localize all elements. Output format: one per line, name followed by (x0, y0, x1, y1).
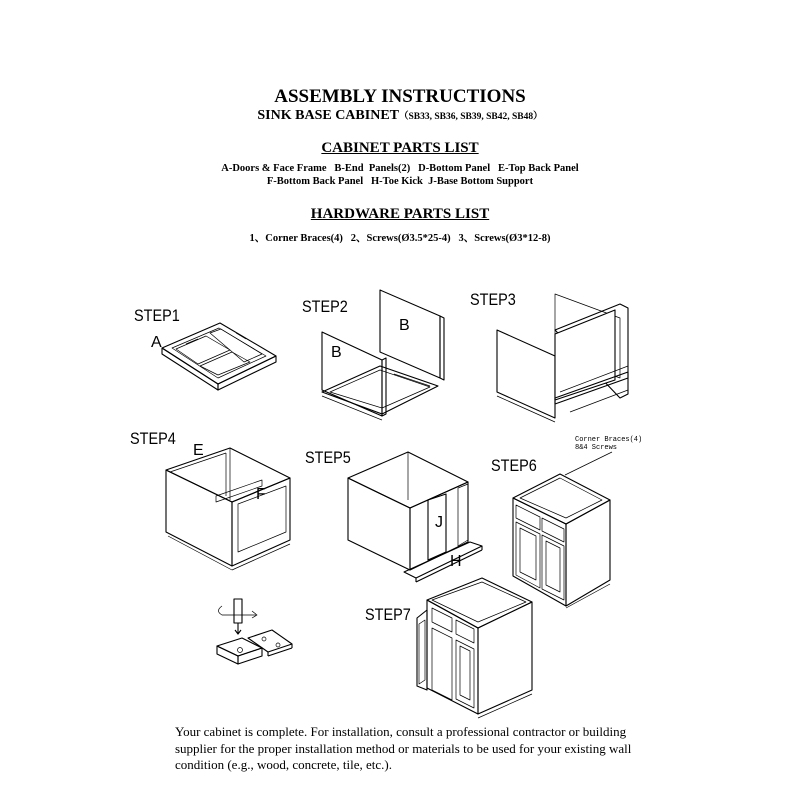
part-label-b-left: B (331, 344, 342, 361)
step1-label: STEP1 (134, 306, 180, 325)
step6-note-screws: 8&4 Screws (575, 444, 618, 452)
part-label-b-right: B (399, 317, 410, 334)
hardware-parts-heading: HARDWARE PARTS LIST (310, 206, 490, 222)
completion-note: Your cabinet is complete. For installation, consult a professional contractor or building supplier for the proper installation method or materials to be used for your existing wall condition (e.g., wood, concrete, tile, etc.). (175, 724, 632, 772)
step7-label: STEP7 (365, 605, 411, 624)
part-label-j: J (435, 514, 443, 531)
cabinet-parts-heading: CABINET PARTS LIST (321, 140, 479, 156)
subtitle-text: SINK BASE CABINET (257, 108, 399, 123)
step6-label: STEP6 (491, 456, 537, 475)
part-label-h: H (450, 553, 462, 570)
cabinet-parts-line-2: F-Bottom Back Panel H-Toe Kick J-Base Bottom Support (266, 176, 534, 187)
step3-label: STEP3 (470, 290, 516, 309)
step2-label: STEP2 (302, 297, 348, 316)
step4-label: STEP4 (130, 429, 176, 448)
model-list: （SB33, SB36, SB39, SB42, SB48） (399, 112, 543, 122)
part-label-a: A (151, 334, 162, 351)
hardware-parts-line-1: 1、Corner Braces(4) 2、Screws(Ø3.5*25-4) 3、Screws(Ø3*12-8) (249, 233, 551, 244)
step6-note-braces: Corner Braces(4) (575, 436, 643, 444)
part-label-f: F (256, 486, 266, 503)
step5-label: STEP5 (305, 448, 351, 467)
cabinet-parts-line-1: A-Doors & Face Frame B-End Panels(2) D-Bottom Panel E-Top Back Panel (221, 163, 579, 174)
part-label-e: E (193, 442, 204, 459)
page-title: ASSEMBLY INSTRUCTIONS (274, 86, 526, 107)
